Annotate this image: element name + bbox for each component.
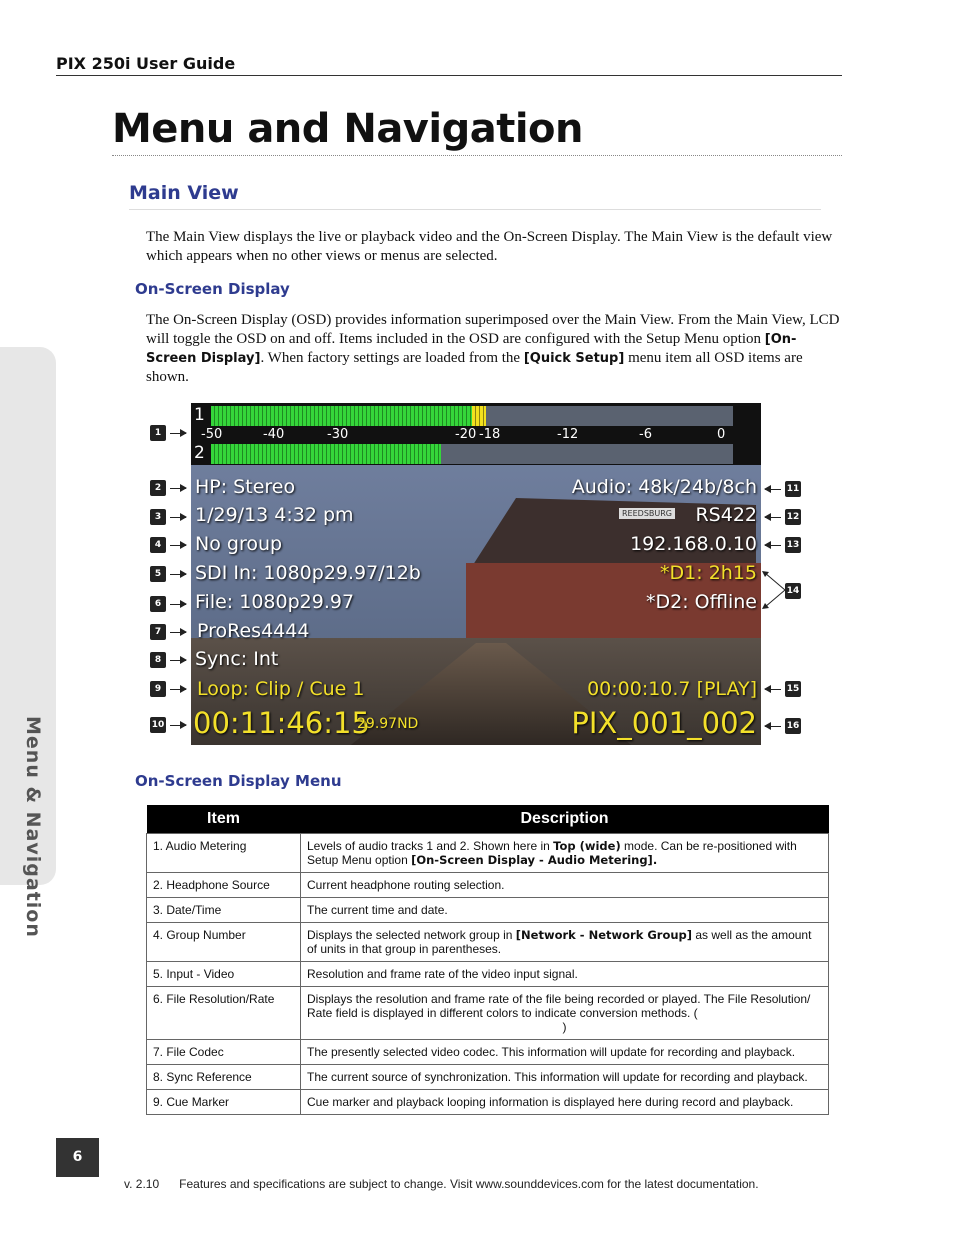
callout-9: 9 [150, 681, 166, 697]
meter-tick: -12 [557, 427, 579, 442]
callout-12: 12 [785, 509, 801, 525]
callout-15: 15 [785, 681, 801, 697]
callout-arrow [170, 632, 186, 633]
table-row [147, 923, 829, 962]
osd-drive-1: *D1: 2h15 [660, 562, 757, 584]
table-cell-item: 3. Date/Time [147, 898, 301, 923]
callout-arrow [170, 433, 186, 434]
callout-arrow [170, 488, 186, 489]
desc-text: Levels of audio tracks 1 and 2. Shown here in [307, 839, 554, 853]
table-row [147, 898, 829, 923]
table-cell-description: Resolution and frame rate of the video input signal. [301, 962, 829, 987]
meter-ch1-peak [472, 406, 486, 426]
osd-drive-2: *D2: Offline [646, 591, 757, 613]
callout-arrow [765, 689, 781, 690]
osd-timecode: 00:11:46:15 [193, 706, 370, 740]
main-view-paragraph: The Main View displays the live or playback video and the On-Screen Display. The Main View is the default view which appears when no other views or menus are selected. [146, 229, 833, 264]
table-cell-item: 6. File Resolution/Rate [147, 987, 301, 1040]
meter-ch2 [211, 444, 733, 464]
osd-paragraph [146, 311, 840, 387]
callout-8: 8 [150, 652, 166, 668]
meter-tick: -40 [263, 427, 285, 442]
desc-text: as well as the amount of units in that group in parentheses. [307, 928, 812, 956]
callout-arrow [170, 689, 186, 690]
osd-audio-format: Audio: 48k/24b/8ch [571, 476, 757, 498]
table-cell-item: 9. Cue Marker [147, 1090, 301, 1115]
osd-menu-title: On-Screen Display Menu [135, 772, 342, 790]
osd-datetime: 1/29/13 4:32 pm [195, 504, 354, 526]
osd-clip-name: PIX_001_002 [571, 706, 757, 740]
osd-sdi-input: SDI In: 1080p29.97/12b [195, 562, 421, 584]
desc-text: mode. Can be re-positioned with Setup Menu option [307, 839, 797, 867]
desc-text: Displays the selected network group in [307, 928, 516, 942]
osd-rs422: RS422 [695, 504, 757, 526]
meter-ch1 [211, 406, 733, 426]
callout-3: 3 [150, 509, 166, 525]
table-cell-description: The current source of synchronization. This information will update for recording and playback. [301, 1065, 829, 1090]
meter-ch1-fill [211, 406, 477, 426]
table-cell-description: Cue marker and playback looping information is displayed here during record and playback. [301, 1090, 829, 1115]
chapter-title: Menu and Navigation [112, 106, 584, 152]
callout-arrow [765, 517, 781, 518]
table-cell-item: 8. Sync Reference [147, 1065, 301, 1090]
table-cell-description: The presently selected video codec. This information will update for recording and playback. [301, 1040, 829, 1065]
callout-14-arrows [760, 566, 786, 614]
callout-10: 10 [150, 717, 166, 733]
osd-sync: Sync: Int [195, 648, 279, 670]
callout-arrow [765, 726, 781, 727]
osd-file-rate: File: 1080p29.97 [195, 591, 355, 613]
table-cell-description: The current time and date. [301, 898, 829, 923]
table-cell-item: 1. Audio Metering [147, 834, 301, 873]
table-row [147, 1065, 829, 1090]
callout-arrow [170, 517, 186, 518]
osd-ip-address: 192.168.0.10 [630, 533, 757, 555]
footer-version: v. 2.10 [124, 1177, 160, 1191]
callout-arrow [170, 725, 186, 726]
station-sign: REEDSBURG [619, 508, 675, 519]
osd-text-1: The On-Screen Display (OSD) provides information superimposed over the Main View. From the Main View, LCD will toggle the OSD on and off. Items included in the OSD are configured with the Setup Menu option [146, 312, 840, 347]
col-description-header: Description [301, 805, 829, 834]
desc-text: Displays the resolution and frame rate of the file being recorded or played. The File Resolution/ Rate field is displayed in different colors to indicate conversion methods. ( [307, 992, 811, 1020]
table-cell-description [301, 923, 829, 962]
callout-13: 13 [785, 537, 801, 553]
table-header-row [147, 805, 829, 834]
callout-arrow [170, 604, 186, 605]
callout-2: 2 [150, 480, 166, 496]
callout-11: 11 [785, 481, 801, 497]
page-number: 6 [56, 1138, 99, 1177]
meter-tick: 0 [717, 427, 726, 442]
footer [124, 1177, 759, 1191]
callout-7: 7 [150, 624, 166, 640]
osd-codec: ProRes4444 [197, 620, 310, 642]
callout-arrow [170, 545, 186, 546]
table-cell-description [301, 987, 829, 1040]
desc-text: ) [562, 1020, 567, 1034]
col-item-header: Item [147, 805, 301, 834]
table-cell-item: 7. File Codec [147, 1040, 301, 1065]
table-row [147, 962, 829, 987]
footer-note: Features and specifications are subject to change. Visit www.sounddevices.com for the latest documentation. [179, 1177, 759, 1191]
osd-group: No group [195, 533, 283, 555]
callout-4: 4 [150, 537, 166, 553]
table-row [147, 1040, 829, 1065]
table-row [147, 873, 829, 898]
osd-headphone: HP: Stereo [195, 476, 296, 498]
callout-1: 1 [150, 425, 166, 441]
osd-loop: Loop: Clip / Cue 1 [197, 678, 365, 700]
meter-tick: -6 [639, 427, 652, 442]
callout-arrow [170, 660, 186, 661]
table-cell-description [301, 834, 829, 873]
table-row [147, 1090, 829, 1115]
channel-2-label: 2 [194, 443, 205, 463]
section-rule [129, 209, 821, 210]
callout-6: 6 [150, 596, 166, 612]
table-cell-item: 4. Group Number [147, 923, 301, 962]
meter-tick: -30 [327, 427, 349, 442]
callout-arrow [170, 574, 186, 575]
header-rule [56, 75, 842, 76]
osd-text-3: menu item all OSD items are shown. [146, 350, 803, 385]
osd-tc-rate: 29.97ND [357, 716, 419, 732]
osd-text-2: . When factory settings are loaded from the [260, 350, 524, 366]
chapter-rule [112, 155, 842, 156]
meter-ch2-fill [211, 444, 441, 464]
table-cell-description: Current headphone routing selection. [301, 873, 829, 898]
audio-meters [191, 403, 761, 465]
osd-title: On-Screen Display [135, 280, 290, 298]
main-view-title: Main View [129, 182, 239, 204]
osd-play-position: 00:00:10.7 [PLAY] [587, 678, 757, 700]
meter-tick: -20 [455, 427, 477, 442]
desc-bold: [On-Screen Display - Audio Metering]. [411, 853, 658, 867]
meter-tick: -50 [201, 427, 223, 442]
table-row [147, 834, 829, 873]
guide-title: PIX 250i User Guide [56, 54, 236, 73]
quick-setup-option: [Quick Setup] [523, 351, 625, 366]
callout-arrow [765, 545, 781, 546]
desc-bold: [Network - Network Group] [515, 928, 693, 942]
desc-bold: Top (wide) [553, 839, 621, 853]
side-tab-label: Menu & Navigation [22, 716, 44, 938]
table-row [147, 987, 829, 1040]
table-cell-item: 5. Input - Video [147, 962, 301, 987]
osd-menu-option: [On-Screen Display] [146, 332, 797, 366]
callout-14: 14 [785, 583, 801, 599]
channel-1-label: 1 [194, 405, 205, 425]
callout-arrow [765, 489, 781, 490]
table-cell-item: 2. Headphone Source [147, 873, 301, 898]
osd-screenshot [191, 403, 761, 745]
osd-menu-table [146, 805, 829, 1115]
meter-tick: -18 [479, 427, 501, 442]
callout-16: 16 [785, 718, 801, 734]
callout-5: 5 [150, 566, 166, 582]
